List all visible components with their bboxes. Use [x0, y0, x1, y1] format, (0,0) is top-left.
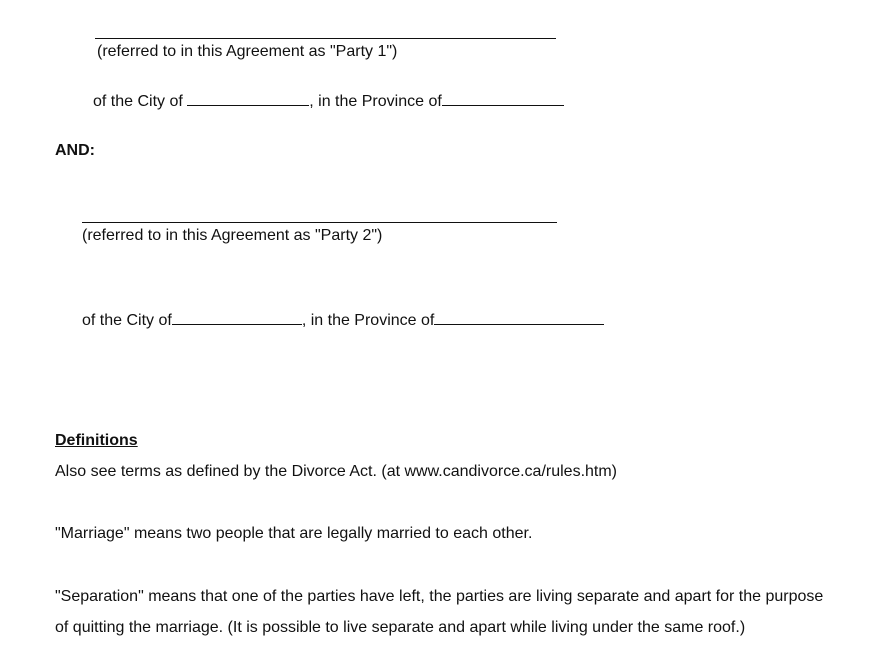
- party1-city-blank: [187, 91, 309, 106]
- party1-referred-label: (referred to in this Agreement as "Party 1"): [97, 43, 398, 60]
- party1-city-prefix: of the City of: [93, 93, 188, 110]
- definition-separation: "Separation" means that one of the parties have left, the parties are living separate and apart for the purpose of quitting the marriage. (It is possible to live separate and apart while living under the same roof.): [55, 588, 824, 636]
- party2-name-blank: [82, 222, 557, 223]
- party2-city-prefix: of the City of: [82, 312, 172, 329]
- party2-province-label: , in the Province of: [301, 312, 435, 329]
- party1-province-label: , in the Province of: [309, 93, 442, 110]
- and-label: AND:: [55, 142, 95, 159]
- party2-city-blank: [172, 310, 302, 325]
- definitions-see-also: Also see terms as defined by the Divorce Act. (at www.candivorce.ca/rules.htm): [55, 463, 618, 480]
- party1-name-blank: [95, 38, 556, 39]
- party1-province-blank: [442, 91, 564, 106]
- definition-marriage: "Marriage" means two people that are legally married to each other.: [55, 525, 533, 542]
- party1-location-line: [93, 91, 564, 112]
- party2-referred-label: (referred to in this Agreement as "Party 2"): [82, 227, 383, 244]
- party2-province-blank: [434, 310, 604, 325]
- party2-location-line: [82, 310, 604, 331]
- definitions-heading: Definitions: [55, 432, 138, 449]
